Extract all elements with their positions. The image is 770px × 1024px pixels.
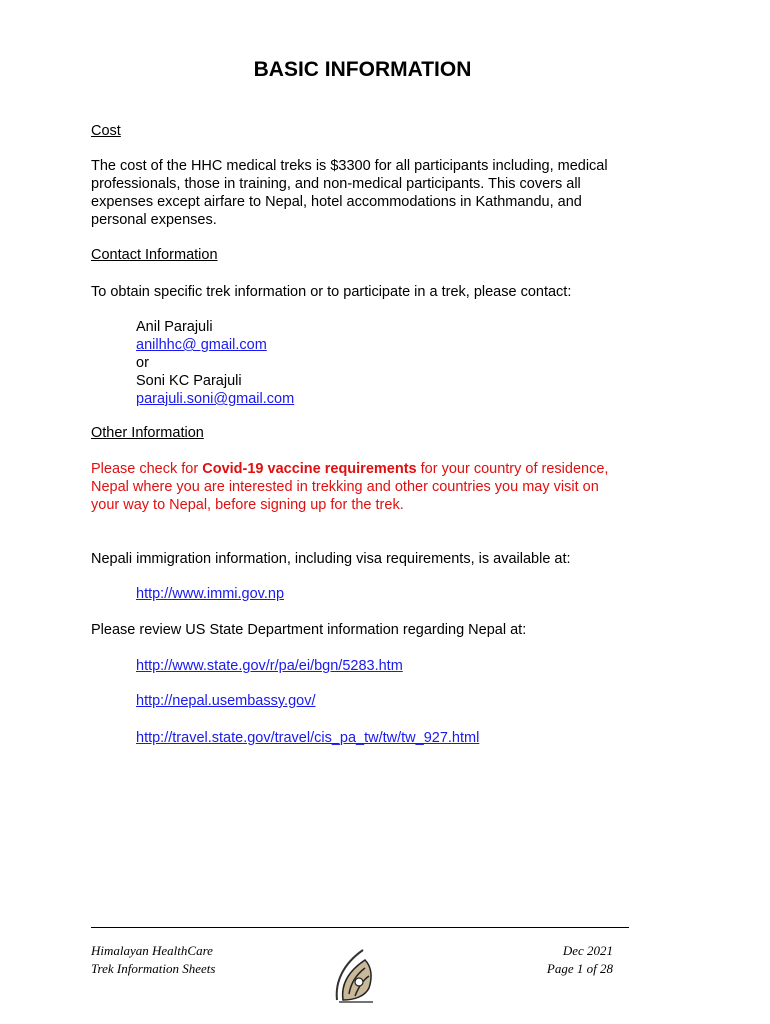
contact-heading: Contact Information [91, 247, 218, 263]
footer-divider [91, 927, 629, 928]
footer-org: Himalayan HealthCare [91, 943, 213, 958]
covid-text-pre: Please check for [91, 461, 203, 477]
page-title: BASIC INFORMATION [253, 58, 472, 81]
immigration-link[interactable]: http://www.immi.gov.np [136, 586, 285, 602]
footer-page: Page 1 of 28 [546, 961, 613, 976]
contact-block [136, 318, 294, 408]
embassy-link[interactable]: http://nepal.usembassy.gov/ [136, 693, 316, 709]
footer-left [91, 942, 215, 978]
email-link-soni[interactable]: parajuli.soni@gmail.com [136, 391, 295, 407]
cost-text: The cost of the HHC medical treks is $3300 for all participants including, medical professionals, those in training, and non-medical participants. This covers all expenses except airfare to Nepal, hotel accommodations in Kathmandu, and personal expenses. [91, 158, 608, 228]
contact-intro: To obtain specific trek information or to participate in a trek, please contact: [91, 284, 572, 300]
covid-text-bold: Covid-19 vaccine requirements [202, 461, 417, 477]
travel-state-link[interactable]: http://travel.state.gov/travel/cis_pa_tw/tw/tw_927.html [136, 730, 480, 746]
contact-name-soni: Soni KC Parajuli [136, 373, 242, 389]
contact-or: or [136, 355, 149, 371]
covid-text-post: for your country of residence, Nepal where you are interested in trekking and other countries you may visit on your way to Nepal, before signing up for the trek. [91, 461, 609, 513]
footer-doc: Trek Information Sheets [91, 961, 216, 976]
email-link-anil[interactable]: anilhhc@ gmail.com [136, 337, 267, 353]
immigration-text: Nepali immigration information, including visa requirements, is available at: [91, 551, 571, 567]
hhc-logo-icon [333, 942, 381, 1004]
cost-heading: Cost [91, 123, 121, 139]
footer-date: Dec 2021 [562, 943, 613, 958]
other-heading: Other Information [91, 425, 204, 441]
state-gov-link[interactable]: http://www.state.gov/r/pa/ei/bgn/5283.htm [136, 658, 403, 674]
covid-notice [91, 460, 621, 514]
footer-right [480, 942, 613, 978]
contact-name-anil: Anil Parajuli [136, 319, 213, 335]
state-dept-text: Please review US State Department information regarding Nepal at: [91, 622, 527, 638]
